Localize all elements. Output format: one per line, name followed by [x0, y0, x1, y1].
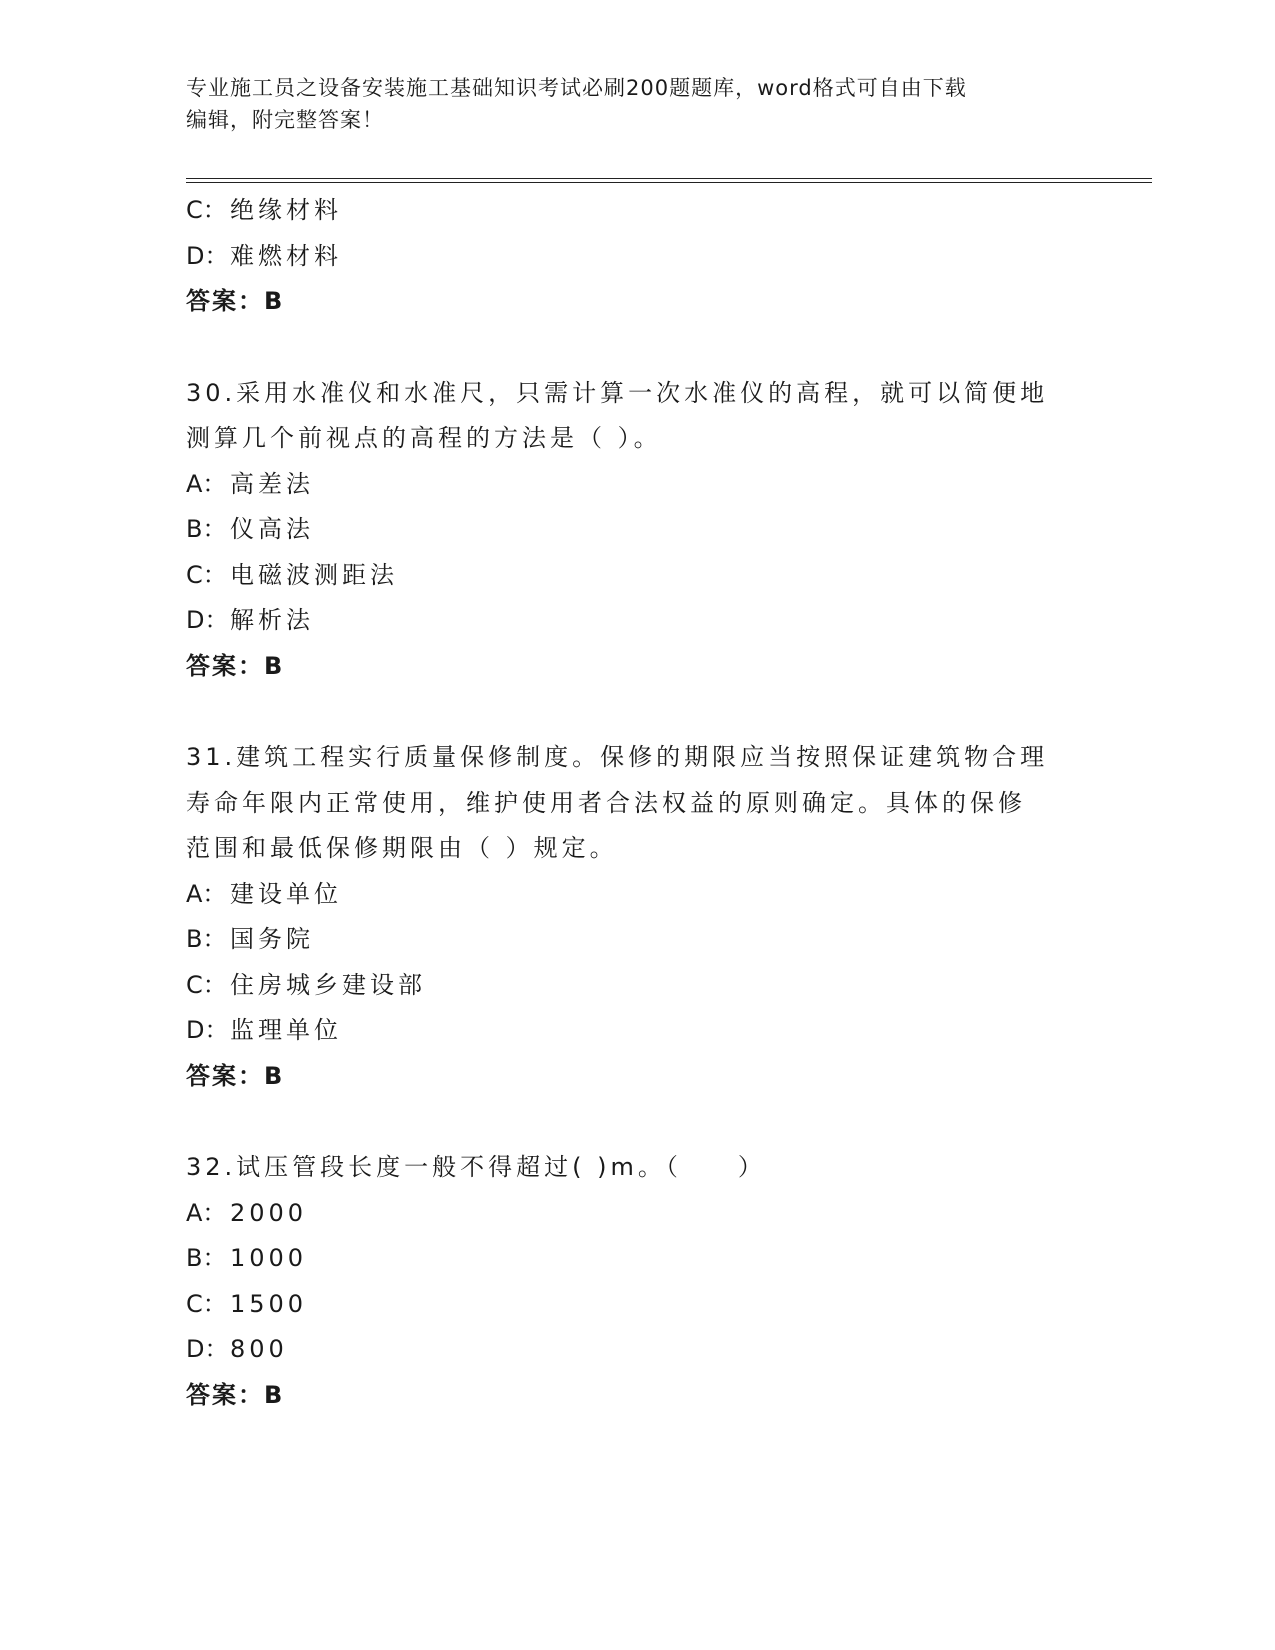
- option-text: 高差法: [230, 469, 314, 498]
- option-text: 2000: [230, 1198, 308, 1227]
- answer-line: 答案：B: [186, 1061, 285, 1090]
- option-key: B：: [186, 925, 227, 953]
- option-key: D：: [186, 606, 229, 634]
- option-c: [186, 188, 1086, 234]
- answer-line: 答案：B: [186, 651, 285, 680]
- header-line-1: 专业施工员之设备安装施工基础知识考试必刷200题题库，word格式可自由下载: [186, 76, 967, 100]
- question-list: [186, 188, 1086, 1418]
- option-c: [186, 553, 1086, 599]
- option-text: 国务院: [230, 925, 314, 953]
- option-text: 难燃材料: [230, 241, 342, 270]
- option-key: A：: [186, 879, 227, 908]
- option-text: 仪高法: [230, 515, 314, 543]
- option-text: 电磁波测距法: [230, 560, 398, 589]
- option-text: 1000: [230, 1244, 308, 1272]
- option-d: [186, 1327, 1086, 1373]
- question-32: [186, 1145, 1086, 1418]
- question-stem-line: 32.试压管段长度一般不得超过( )m。（ ）: [186, 1153, 766, 1181]
- header-line-2: 编辑，附完整答案！: [186, 108, 384, 132]
- question-stem-line: 测算几个前视点的高程的方法是（ ）。: [186, 424, 662, 452]
- option-key: C：: [186, 970, 227, 999]
- header-divider-bottom: [186, 182, 1152, 183]
- option-key: D：: [186, 241, 229, 270]
- partial-question: [186, 188, 1086, 325]
- option-key: D：: [186, 1016, 229, 1044]
- option-text: 监理单位: [230, 1016, 342, 1044]
- option-text: 1500: [230, 1289, 308, 1318]
- option-text: 住房城乡建设部: [230, 970, 426, 999]
- question-stem-line: 30.采用水准仪和水准尺，只需计算一次水准仪的高程，就可以简便地: [186, 378, 1049, 407]
- option-key: A：: [186, 1198, 227, 1227]
- answer-line: 答案：B: [186, 287, 285, 315]
- header-divider-top: [186, 178, 1152, 179]
- question-30: [186, 371, 1086, 690]
- option-key: C：: [186, 1289, 227, 1318]
- option-a: [186, 872, 1086, 918]
- question-stem-line: 寿命年限内正常使用，维护使用者合法权益的原则确定。具体的保修: [186, 788, 1026, 817]
- option-b: [186, 917, 1086, 963]
- question-31: [186, 735, 1086, 1099]
- option-d: [186, 234, 1086, 280]
- option-text: 800: [230, 1335, 288, 1363]
- option-text: 建设单位: [230, 879, 342, 908]
- option-a: [186, 1191, 1086, 1237]
- option-key: C：: [186, 560, 227, 589]
- option-text: 解析法: [230, 606, 314, 634]
- option-a: [186, 462, 1086, 508]
- option-key: C：: [186, 196, 227, 224]
- option-b: [186, 507, 1086, 553]
- question-stem-line: 31.建筑工程实行质量保修制度。保修的期限应当按照保证建筑物合理: [186, 743, 1049, 771]
- option-key: B：: [186, 515, 227, 543]
- option-b: [186, 1236, 1086, 1282]
- option-text: 绝缘材料: [230, 196, 342, 224]
- option-key: D：: [186, 1335, 229, 1363]
- option-key: A：: [186, 469, 227, 498]
- option-d: [186, 1008, 1086, 1054]
- option-d: [186, 598, 1086, 644]
- answer-line: 答案：B: [186, 1380, 285, 1409]
- option-c: [186, 963, 1086, 1009]
- option-key: B：: [186, 1244, 227, 1272]
- question-stem-line: 范围和最低保修期限由（ ）规定。: [186, 834, 618, 862]
- document-header: [186, 72, 1066, 136]
- option-c: [186, 1282, 1086, 1328]
